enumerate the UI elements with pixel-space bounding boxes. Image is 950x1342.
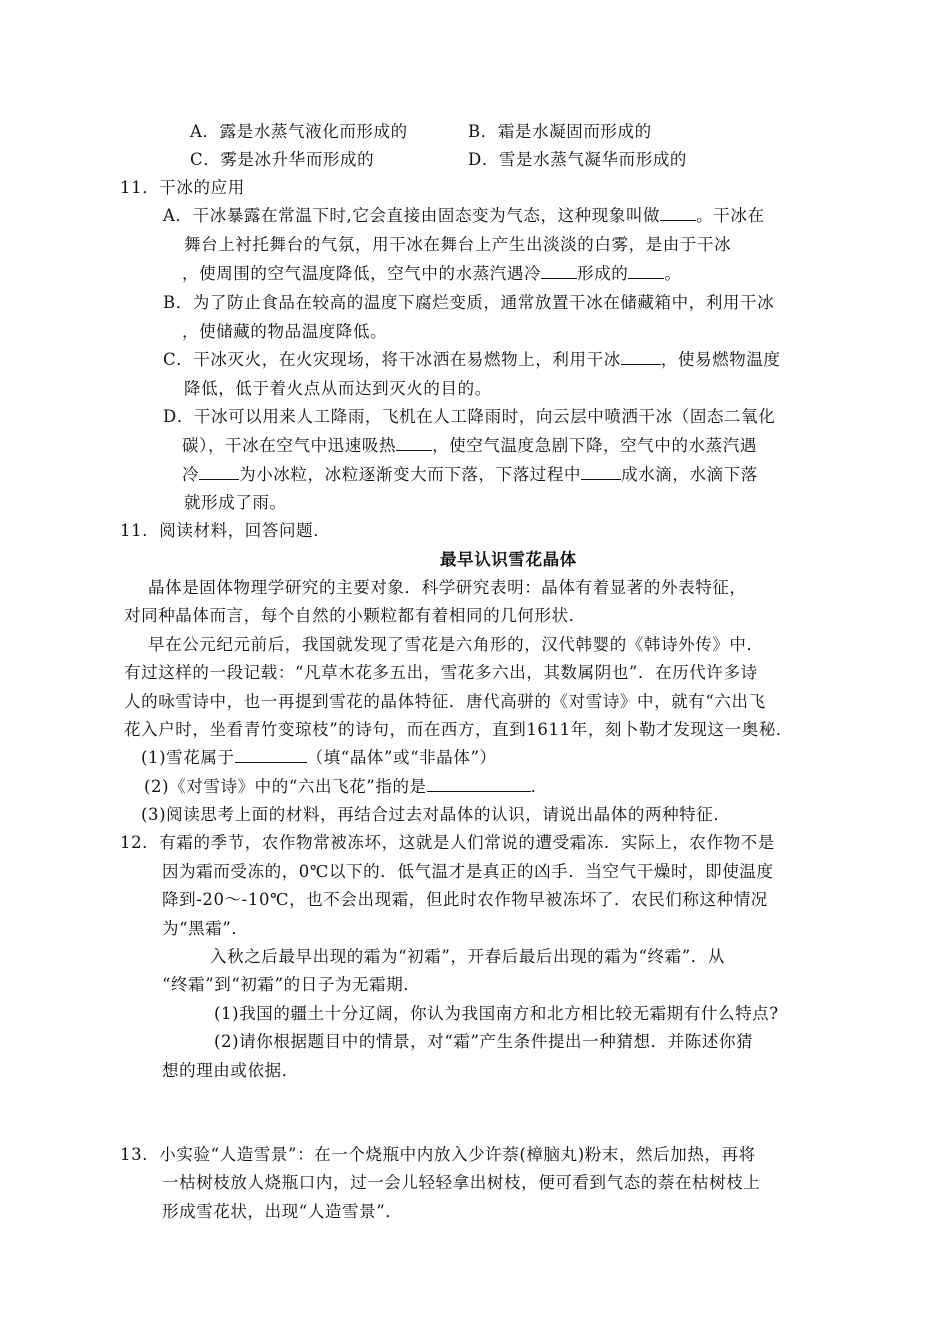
q12-subquestion-1: (1)我国的疆土十分辽阔，你认为我国南方和北方相比较无霜期有什么特点? — [214, 1004, 779, 1023]
q13-line1: 13．小实验“人造雪景”：在一个烧瓶中内放入少许萘(樟脑丸)粉末，然后加热，再将 — [120, 1145, 756, 1164]
blank — [581, 463, 621, 480]
article-p2d: 花入户时，坐看青竹变琼枝”的诗句，而在西方，直到1611年，刻卜勒才发现这一奥秘． — [124, 720, 794, 739]
blank — [427, 775, 531, 792]
option-b: B．霜是水凝固而形成的 — [468, 122, 652, 141]
q12-line1: 12．有霜的季节，农作物常被冻坏，这就是人们常说的遭受霜冻．实际上，农作物不是 — [120, 833, 775, 852]
q11-b-line2: ，使储藏的物品温度降低。 — [182, 322, 388, 341]
q12-line5: 入秋之后最早出现的霜为“初霜”，开春后最后出现的霜为“终霜”．从 — [210, 947, 725, 966]
option-d: D．雪是水蒸气凝华而形成的 — [468, 150, 688, 169]
article-p1a: 晶体是固体物理学研究的主要对象．科学研究表明：晶体有着显著的外表特征， — [148, 578, 747, 597]
q11-d-line2: 碳），干冰在空气中迅速吸热 ，使空气温度急剧下降，空气中的水蒸汽遇 — [182, 436, 757, 455]
q11-d-line4: 就形成了雨。 — [184, 493, 287, 512]
q12-line6: “终霜”到“初霜”的日子为无霜期． — [162, 975, 421, 994]
q11-a-line3: ，使周围的空气温度降低，空气中的水蒸汽遇冷 形成的 。 — [182, 264, 682, 283]
blank — [621, 348, 661, 365]
question-11b-heading: 11．阅读材料，回答问题． — [120, 521, 331, 540]
q12-line4: 为“黑霜”． — [162, 919, 249, 938]
q12-line3: 降到-20～-10℃，也不会出现霜，但此时农作物早被冻坏了．农民们称这种情况 — [162, 890, 768, 909]
q11-c-line2: 降低，低于着火点从而达到灭火的目的。 — [184, 379, 492, 398]
article-p2b: 有过这样的一段记载：“凡草木花多五出，雪花多六出，其数属阴也”．在历代许多诗 — [124, 663, 758, 682]
question-11-heading: 11．干冰的应用 — [120, 178, 245, 197]
q11-c-line1: C．干冰灭火，在火灾现场，将干冰洒在易燃物上，利用干冰 ，使易燃物温度 — [163, 350, 781, 369]
q12-subquestion-2-cont: 想的理由或依据． — [162, 1061, 299, 1080]
q13-line3: 形成雪花状，出现“人造雪景”． — [162, 1202, 403, 1221]
option-c: C．雾是冰升华而形成的 — [190, 150, 375, 169]
blank — [235, 746, 307, 763]
subquestion-2: (2)《对雪诗》中的“六出飞花”指的是 ． — [144, 777, 548, 796]
article-p1b: 对同种晶体而言，每个自然的小颗粒都有着相同的几何形状． — [124, 606, 586, 625]
q11-d-line1: D．干冰可以用来人工降雨，飞机在人工降雨时，向云层中喷洒干冰（固态二氧化 — [163, 407, 776, 426]
blank — [660, 204, 696, 221]
article-title: 最早认识雪花晶体 — [440, 550, 577, 569]
blank — [199, 463, 239, 480]
q11-a-line1: A．干冰暴露在常温下时,它会直接由固态变为气态，这种现象叫做 。干冰在 — [163, 206, 765, 225]
blank — [628, 262, 664, 279]
q12-line2: 因为霜而受冻的，0℃以下的．低气温才是真正的凶手．当空气干燥时，即使温度 — [162, 862, 774, 881]
option-a: A．露是水蒸气液化而形成的 — [190, 122, 408, 141]
q11-a-line2: 舞台上衬托舞台的气氛，用干冰在舞台上产生出淡淡的白雾，是由于干冰 — [184, 235, 732, 254]
subquestion-1: (1)雪花属于 （填“晶体”或“非晶体”） — [141, 748, 497, 767]
blank — [541, 262, 577, 279]
q13-line2: 一枯树枝放人烧瓶口内，过一会儿轻轻拿出树枝，便可看到气态的萘在枯树枝上 — [162, 1173, 761, 1192]
q11-d-line3: 冷 为小冰粒，冰粒逐渐变大而下落，下落过程中 成水滴，水滴下落 — [182, 465, 758, 484]
article-p2a: 早在公元纪元前后，我国就发现了雪花是六角形的，汉代韩婴的《韩诗外传》中． — [148, 635, 764, 654]
subquestion-3: (3)阅读思考上面的材料，再结合过去对晶体的认识，请说出晶体的两种特征． — [141, 805, 731, 824]
q11-b-line1: B．为了防止食品在较高的温度下腐烂变质，通常放置干冰在储藏箱中，利用干冰 — [163, 293, 775, 312]
q12-subquestion-2: (2)请你根据题目中的情景，对“霜”产生条件提出一种猜想．并陈述你猜 — [214, 1032, 754, 1051]
article-p2c: 人的咏雪诗中，也一再提到雪花的晶体特征．唐代高骈的《对雪诗》中，就有“六出飞 — [124, 692, 766, 711]
blank — [396, 434, 432, 451]
